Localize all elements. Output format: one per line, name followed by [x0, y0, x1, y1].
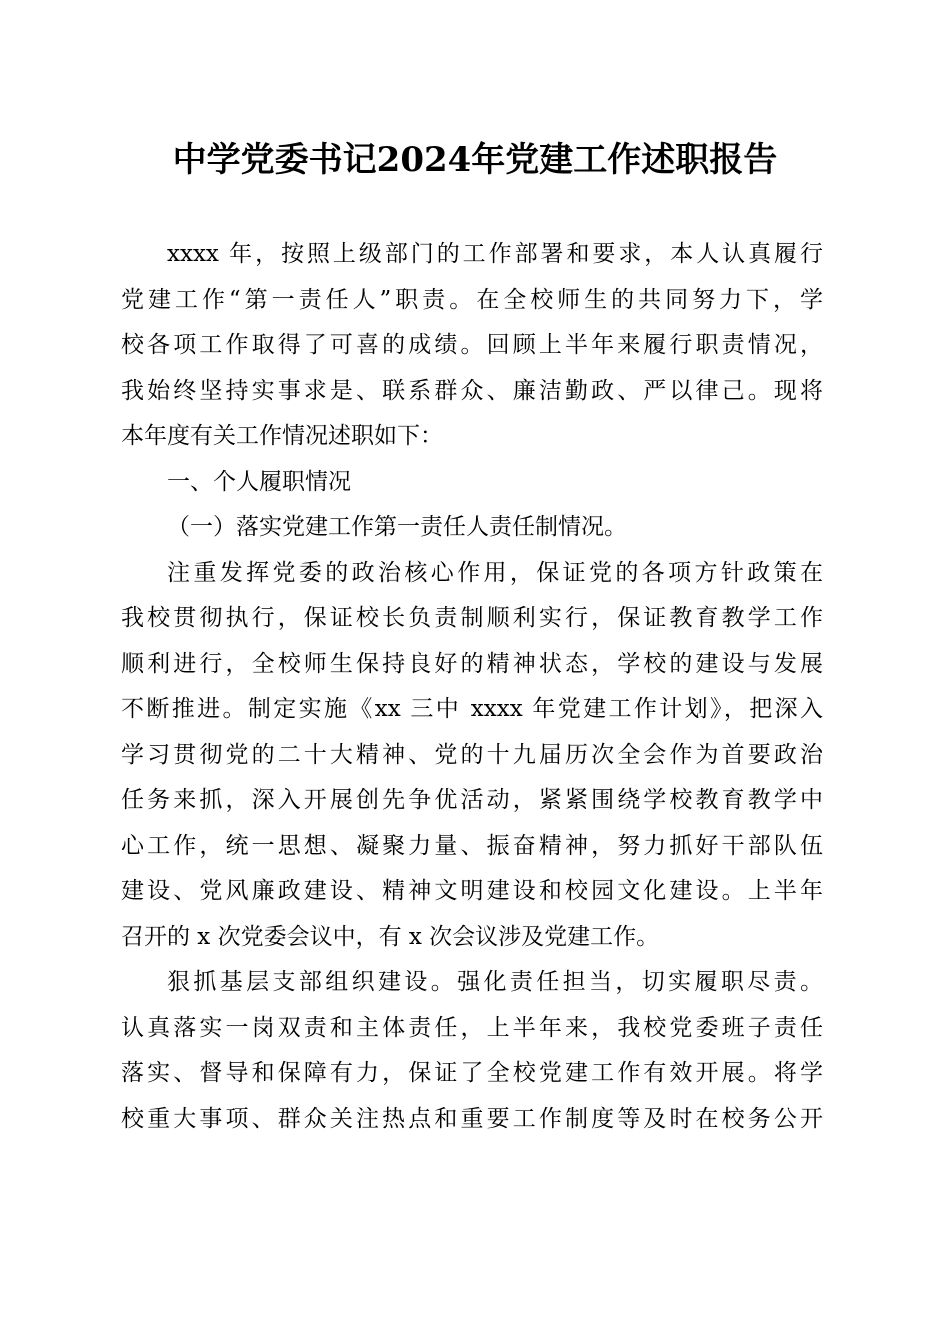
paragraph-2: [121, 960, 823, 1142]
text-line: 校各项工作取得了可喜的成绩。回顾上半年来履行职责情况，: [121, 332, 823, 358]
intro-paragraph: [121, 232, 823, 460]
heading-level-2: （一）落实党建工作第一责任人责任制情况。: [167, 514, 627, 540]
text-line: 不断推进。制定实施《xx 三中 xxxx 年党建工作计划》，把深入: [121, 696, 823, 722]
document-body: [121, 232, 823, 1142]
text-line: 校重大事项、群众关注热点和重要工作制度等及时在校务公开: [121, 1105, 823, 1132]
document-title: 中学党委书记2024年党建工作述职报告: [172, 140, 778, 180]
text-line: 注重发挥党委的政治核心作用，保证党的各项方针政策在: [167, 559, 823, 586]
text-line: 认真落实一岗双责和主体责任，上半年来，我校党委班子责任: [121, 1014, 823, 1041]
section-heading: [121, 460, 823, 506]
text-line: 心工作，统一思想、凝聚力量、振奋精神，努力抓好干部队伍: [121, 832, 823, 859]
text-line: 学习贯彻党的二十大精神、党的十九届历次全会作为首要政治: [121, 741, 823, 768]
text-line: 落实、督导和保障有力，保证了全校党建工作有效开展。将学: [121, 1060, 823, 1086]
text-line: 召开的 x 次党委会议中，有 x 次会议涉及党建工作。: [121, 923, 660, 950]
subsection-heading: [121, 505, 823, 551]
text-line: 我始终坚持实事求是、联系群众、廉洁勤政、严以律己。现将: [121, 377, 823, 404]
text-line: 任务来抓，深入开展创先争优活动，紧紧围绕学校教育教学中: [121, 787, 823, 813]
text-line: 我校贯彻执行，保证校长负责制顺利实行，保证教育教学工作: [121, 605, 823, 631]
text-line: 党建工作“第一责任人”职责。在全校师生的共同努力下，学: [121, 286, 823, 313]
text-line: 顺利进行，全校师生保持良好的精神状态，学校的建设与发展: [121, 650, 823, 677]
text-line: 本年度有关工作情况述职如下：: [121, 423, 443, 449]
text-line: xxxx 年，按照上级部门的工作部署和要求，本人认真履行: [167, 241, 823, 267]
text-line: 狠抓基层支部组织建设。强化责任担当，切实履职尽责。: [167, 969, 823, 995]
heading-level-1: 一、个人履职情况: [167, 468, 351, 495]
text-line: 建设、党风廉政建设、精神文明建设和校园文化建设。上半年: [121, 878, 823, 904]
paragraph-1: [121, 551, 823, 961]
